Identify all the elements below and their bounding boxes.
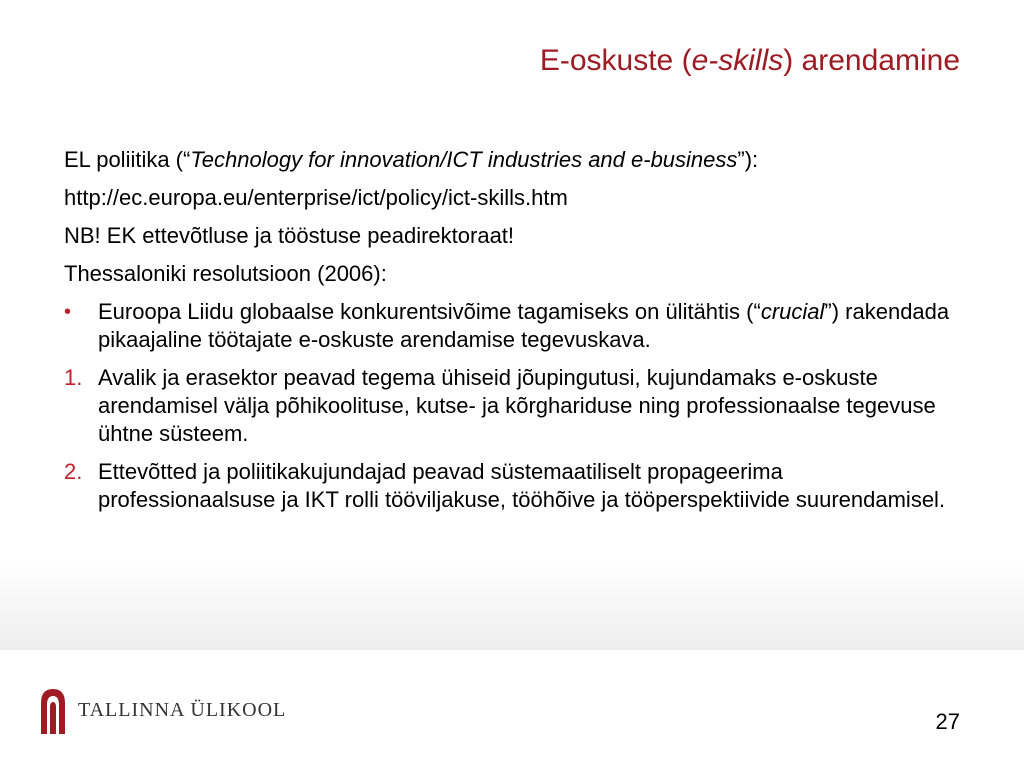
numbered-item-2 — [64, 458, 964, 514]
note-paragraph: NB! EK ettevõtluse ja tööstuse peadirektoraat! — [64, 223, 515, 248]
numbered-item-text: Avalik ja erasektor peavad tegema ühiseid jõupingutusi, kujundamaks e-oskuste arendamisel välja põhikoolituse, kutse- ja kõrghariduse ning professionaalse tegevuse ühtne süsteem. — [98, 365, 936, 446]
numbered-item-text: Ettevõtted ja poliitikakujundajad peavad süstemaatiliselt propageerima professionaalsuse ja IKT rolli tööviljakuse, tööhõive ja tööperspektiivide suurendamisel. — [98, 459, 946, 512]
policy-url: http://ec.europa.eu/enterprise/ict/policy/ict-skills.htm — [64, 185, 568, 210]
policy-italic: Technology for innovation/ICT industries and e-business — [190, 147, 738, 172]
background-gradient — [0, 560, 1024, 650]
title-prefix: E-oskuste ( — [539, 44, 692, 77]
resolution-heading: Thessaloniki resolutsioon (2006): — [64, 261, 387, 286]
bullet-italic: crucial — [760, 299, 825, 324]
number-marker: 2. — [64, 459, 83, 484]
slide-body — [64, 146, 964, 524]
number-marker: 1. — [64, 365, 83, 390]
policy-prefix: EL poliitika (“ — [64, 147, 191, 172]
title-suffix: ) arendamine — [783, 44, 960, 77]
university-logo — [38, 686, 286, 734]
logo-text: TALLINNA ÜLIKOOL — [78, 698, 287, 721]
policy-paragraph — [64, 146, 964, 174]
page-number: 27 — [935, 709, 960, 734]
bullet-item — [64, 298, 964, 354]
title-italic: e-skills — [691, 44, 784, 77]
bullet-text-part1: Euroopa Liidu globaalse konkurentsivõime tagamiseks on ülitähtis (“ — [98, 299, 761, 324]
numbered-item-1 — [64, 364, 964, 448]
bullet-marker: • — [64, 301, 72, 323]
university-arch-icon — [38, 686, 68, 734]
slide-title — [540, 44, 960, 78]
policy-suffix: ”): — [737, 147, 759, 172]
bullet-text-part2: ”) rakendada pikaajaline töötajate e-oskuste arendamise tegevuskava. — [98, 299, 950, 352]
